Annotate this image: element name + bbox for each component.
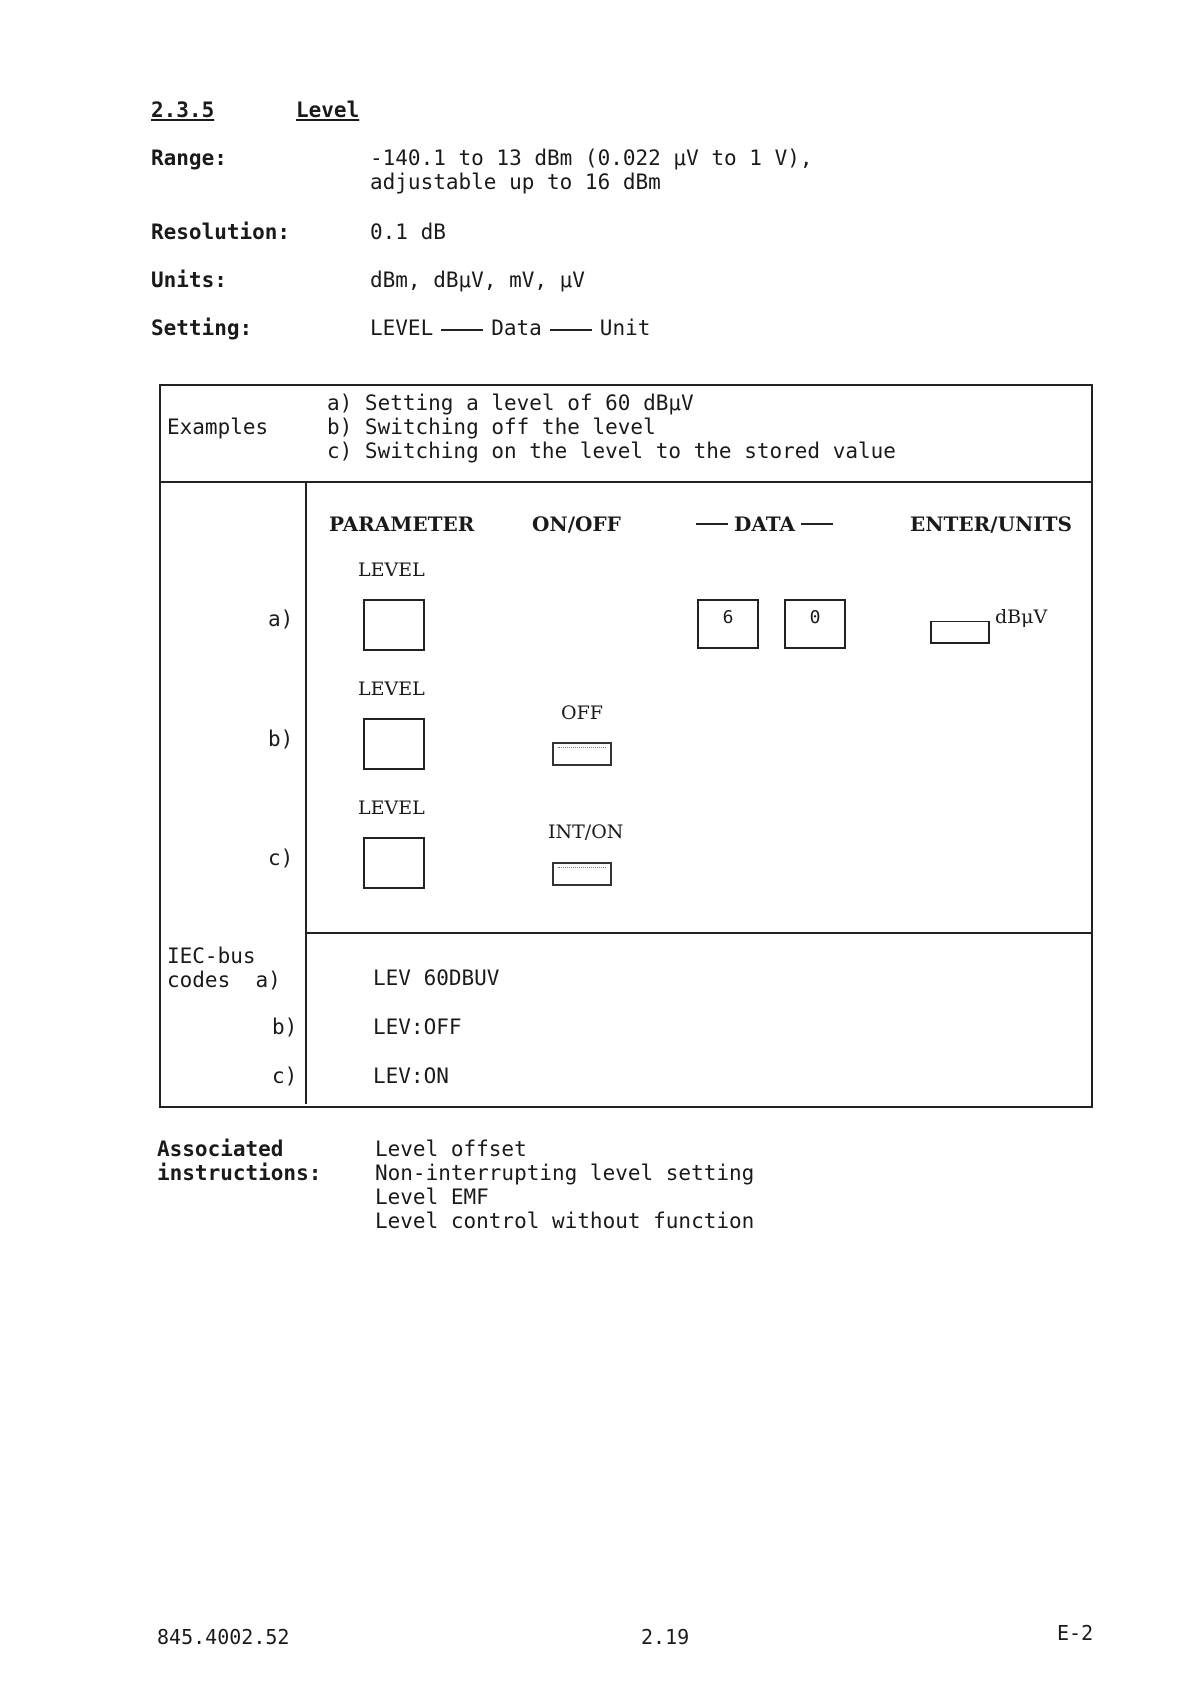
off-key[interactable]	[552, 742, 612, 766]
level-label-c: LEVEL	[358, 797, 425, 819]
associated-item-3: Level EMF	[375, 1185, 489, 1209]
iec-label-1: IEC-bus	[167, 944, 256, 968]
example-c: c) Switching on the level to the stored value	[327, 439, 896, 463]
units-value: dBm, dBμV, mV, μV	[370, 268, 585, 292]
row-label-a: a)	[268, 607, 294, 631]
row-label-c: c)	[268, 846, 294, 870]
int-on-label: INT/ON	[548, 821, 624, 843]
off-label: OFF	[561, 702, 603, 724]
footer-page-number: 2.19	[641, 1625, 690, 1649]
int-on-key[interactable]	[552, 862, 612, 886]
digit-key-6[interactable]: 6	[697, 599, 759, 649]
digit-key-0[interactable]: 0	[784, 599, 846, 649]
associated-label-1: Associated	[157, 1137, 284, 1161]
units-label: Units:	[151, 268, 227, 292]
setting-label: Setting:	[151, 316, 253, 340]
section-title: Level	[296, 98, 360, 122]
footer-doc-number: 845.4002.52	[157, 1625, 290, 1649]
resolution-label: Resolution:	[151, 220, 291, 244]
setting-separator-1	[441, 329, 483, 331]
range-label: Range:	[151, 146, 227, 170]
level-key-b[interactable]	[363, 718, 425, 770]
section-number: 2.3.5	[151, 98, 215, 122]
associated-item-2: Non-interrupting level setting	[375, 1161, 755, 1185]
setting-data: Data	[491, 316, 542, 340]
iec-row-label-b: b)	[272, 1015, 298, 1039]
example-b: b) Switching off the level	[327, 415, 656, 439]
table-divider-iec	[307, 932, 1091, 934]
level-key-c[interactable]	[363, 837, 425, 889]
associated-item-1: Level offset	[375, 1137, 527, 1161]
associated-item-4: Level control without function	[375, 1209, 755, 1233]
iec-label-2: codes a)	[167, 968, 281, 992]
example-a: a) Setting a level of 60 dBμV	[327, 391, 694, 415]
table-divider-vertical	[305, 481, 307, 1104]
setting-separator-2	[550, 329, 592, 331]
unit-label-dbuv: dBμV	[995, 606, 1048, 628]
column-parameter: PARAMETER	[329, 512, 475, 536]
iec-code-a: LEV 60DBUV	[373, 966, 500, 990]
unit-key-dbuv[interactable]	[930, 621, 990, 644]
examples-label: Examples	[167, 415, 269, 439]
range-value-line1: -140.1 to 13 dBm (0.022 μV to 1 V),	[370, 146, 813, 170]
data-line-left	[696, 523, 728, 525]
level-key-a[interactable]	[363, 599, 425, 651]
level-label-b: LEVEL	[358, 678, 425, 700]
setting-value	[370, 316, 650, 340]
iec-code-b: LEV:OFF	[373, 1015, 462, 1039]
column-onoff: ON/OFF	[532, 512, 621, 536]
row-label-b: b)	[268, 727, 294, 751]
setting-level: LEVEL	[370, 316, 434, 340]
setting-unit: Unit	[599, 316, 651, 340]
footer-edition: E-2	[1057, 1621, 1094, 1645]
data-line-right	[801, 523, 833, 525]
column-enter-units: ENTER/UNITS	[910, 512, 1072, 536]
iec-row-label-c: c)	[272, 1064, 298, 1088]
range-value-line2: adjustable up to 16 dBm	[370, 170, 661, 194]
column-data: DATA	[690, 512, 839, 536]
iec-code-c: LEV:ON	[373, 1064, 449, 1088]
examples-table	[159, 384, 1093, 1108]
associated-label-2: instructions:	[157, 1161, 322, 1185]
resolution-value: 0.1 dB	[370, 220, 446, 244]
table-divider-top	[159, 481, 1091, 483]
level-label-a: LEVEL	[358, 559, 425, 581]
